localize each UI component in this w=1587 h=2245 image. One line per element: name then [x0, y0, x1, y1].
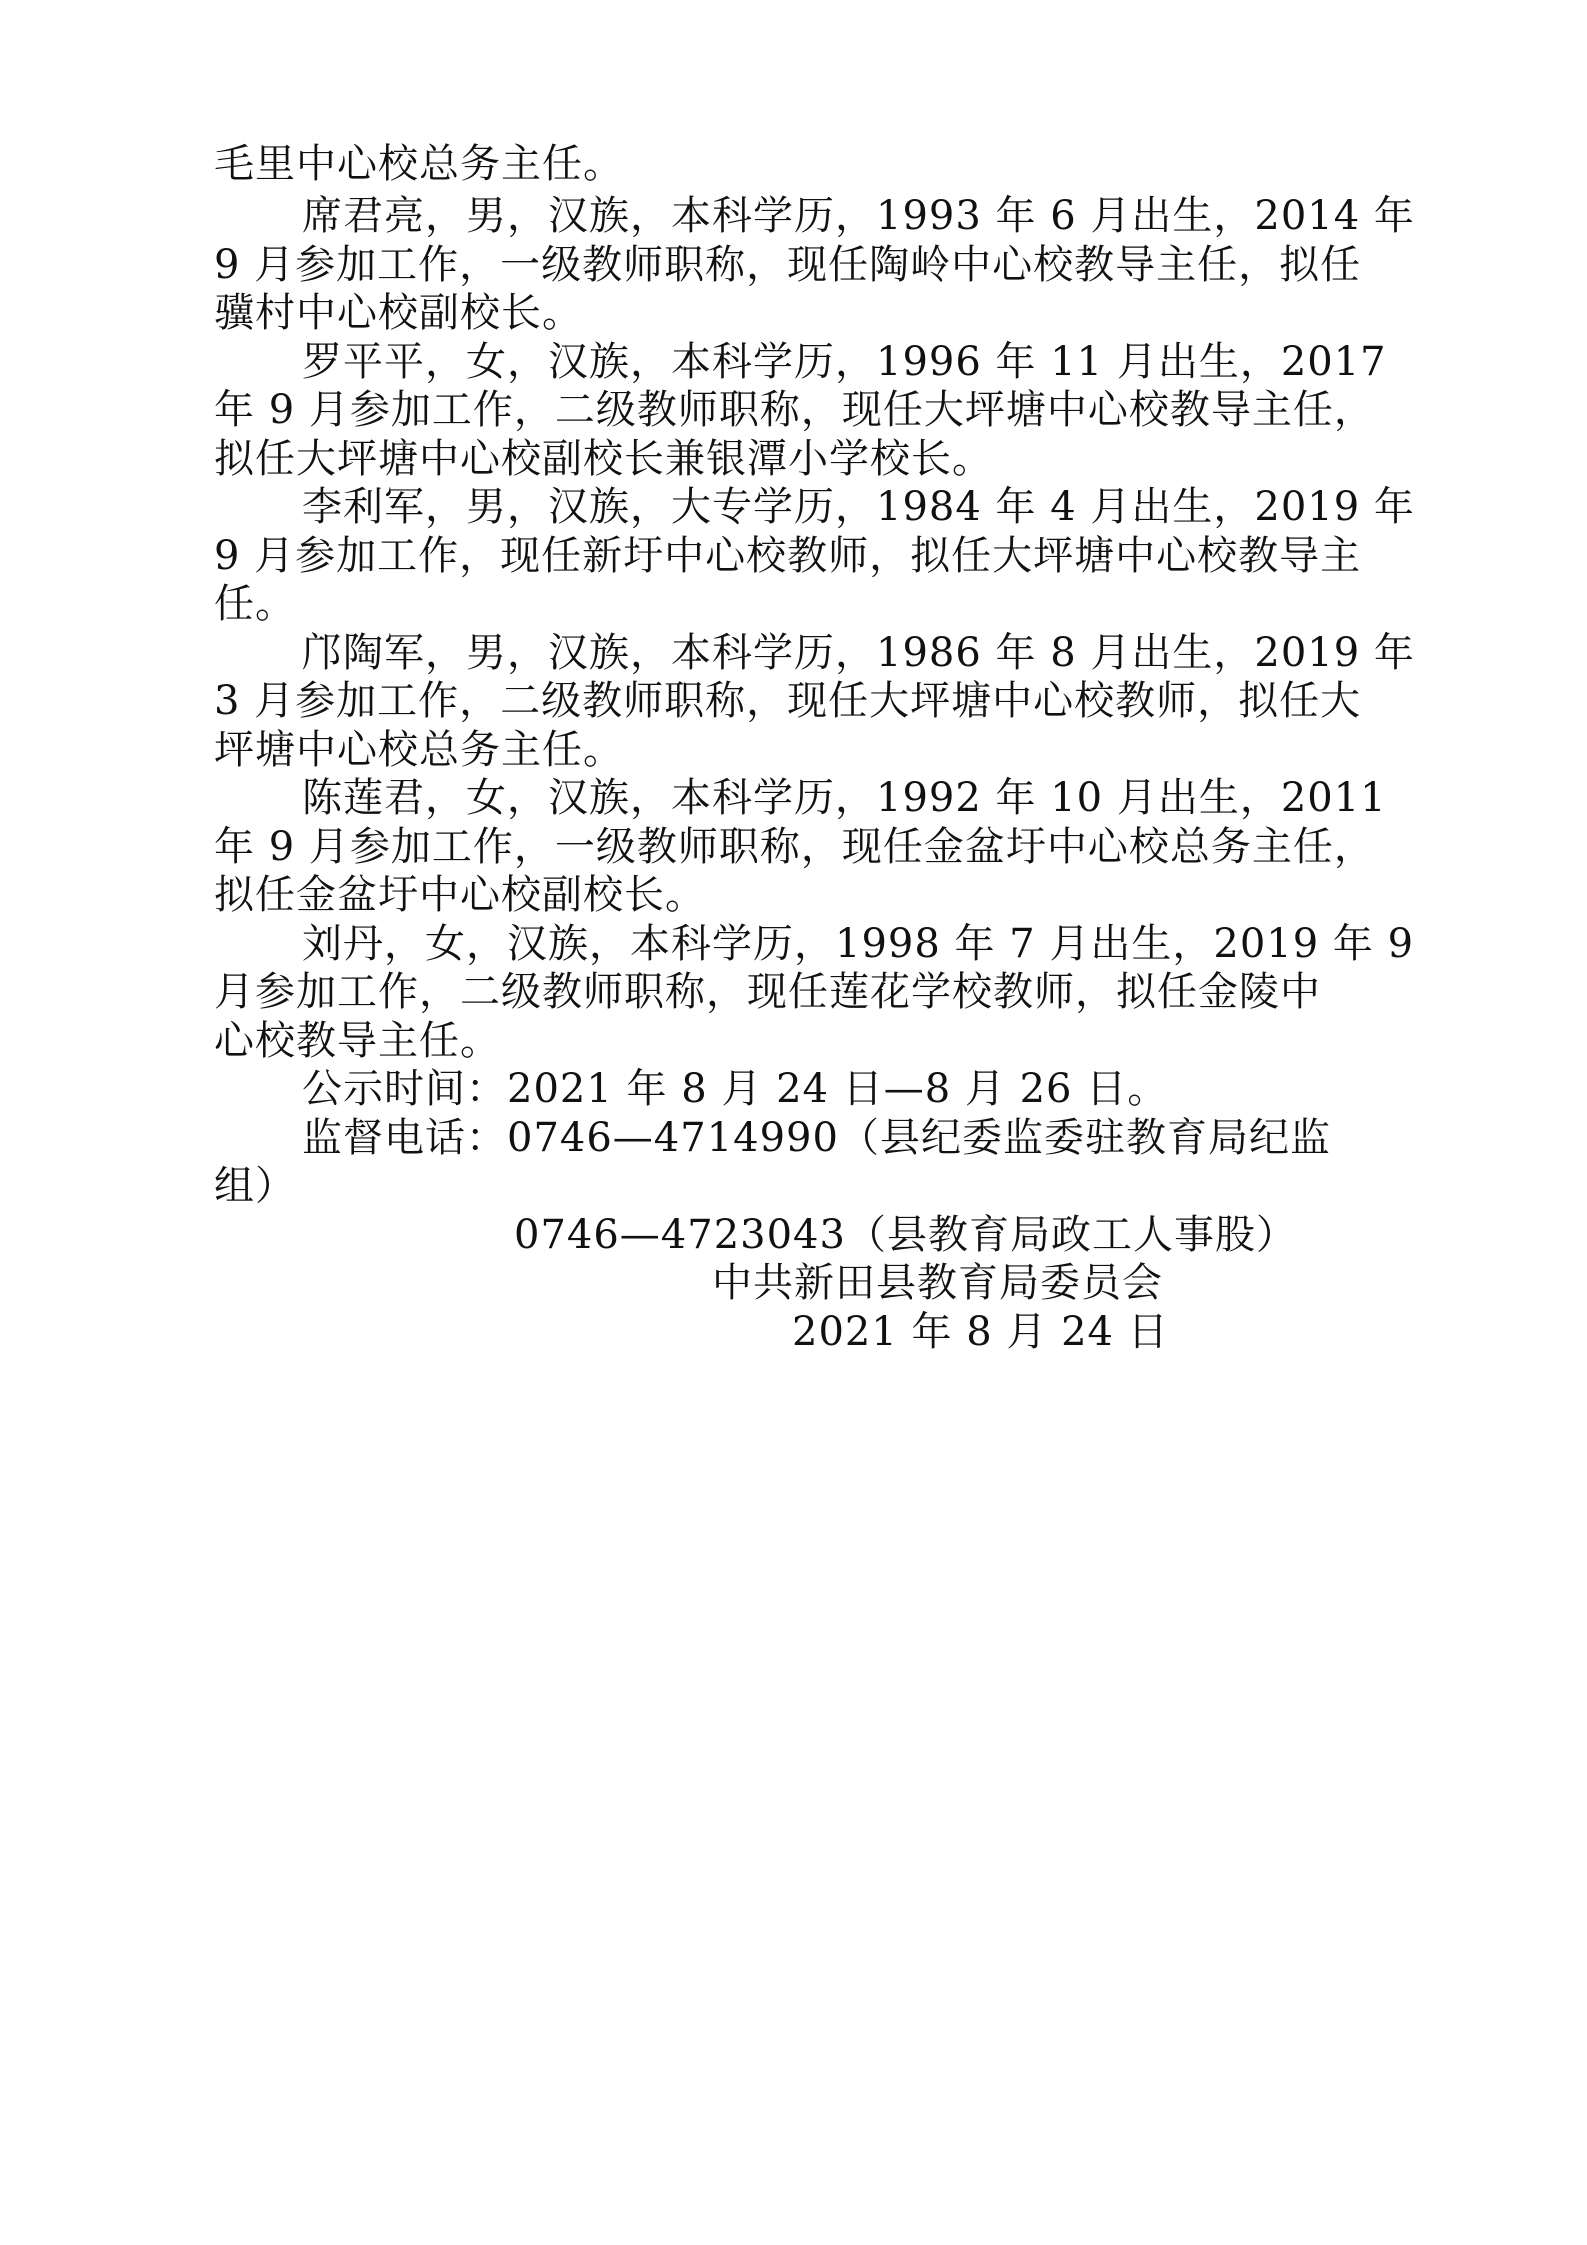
paragraph-line: 席君亮，男，汉族，本科学历，1993 年 6 月出生，2014 年: [302, 193, 1415, 239]
paragraph-line: 任。: [214, 581, 296, 627]
supervision-phone-line: 监督电话：0746—4714990（县纪委监委驻教育局纪监: [302, 1115, 1331, 1161]
paragraph-line: 李利军，男，汉族，大专学历，1984 年 4 月出生，2019 年: [302, 484, 1415, 530]
supervision-phone-line: 组）: [214, 1163, 296, 1209]
paragraph-line: 拟任大坪塘中心校副校长兼银潭小学校长。: [214, 436, 993, 482]
signature-date: 2021 年 8 月 24 日: [792, 1309, 1169, 1355]
paragraph-line: 刘丹，女，汉族，本科学历，1998 年 7 月出生，2019 年 9: [302, 921, 1415, 967]
paragraph-line: 9 月参加工作，一级教师职称，现任陶岭中心校教导主任，拟任: [214, 242, 1362, 288]
signature-organization: 中共新田县教育局委员会: [712, 1260, 1163, 1306]
paragraph-line: 9 月参加工作，现任新圩中心校教师，拟任大坪塘中心校教导主: [214, 533, 1362, 579]
paragraph-line: 心校教导主任。: [214, 1018, 501, 1064]
paragraph-line: 3 月参加工作，二级教师职称，现任大坪塘中心校教师，拟任大: [214, 678, 1362, 724]
paragraph-line: 坪塘中心校总务主任。: [214, 727, 624, 773]
supervision-phone-line: 0746—4723043（县教育局政工人事股）: [514, 1212, 1297, 1258]
notice-period: 公示时间：2021 年 8 月 24 日—8 月 26 日。: [302, 1066, 1169, 1112]
paragraph-line: 拟任金盆圩中心校副校长。: [214, 872, 706, 918]
paragraph-line: 年 9 月参加工作，二级教师职称，现任大坪塘中心校教导主任，: [214, 387, 1375, 433]
paragraph-line: 骥村中心校副校长。: [214, 290, 583, 336]
paragraph-line: 邝陶军，男，汉族，本科学历，1986 年 8 月出生，2019 年: [302, 630, 1415, 676]
paragraph-line: 月参加工作，二级教师职称，现任莲花学校教师，拟任金陵中: [214, 969, 1321, 1015]
paragraph-line: 罗平平，女，汉族，本科学历，1996 年 11 月出生，2017: [302, 339, 1387, 385]
paragraph-line: 陈莲君，女，汉族，本科学历，1992 年 10 月出生，2011: [302, 775, 1387, 821]
paragraph-line: 毛里中心校总务主任。: [214, 141, 624, 187]
paragraph-line: 年 9 月参加工作，一级教师职称，现任金盆圩中心校总务主任，: [214, 824, 1375, 870]
